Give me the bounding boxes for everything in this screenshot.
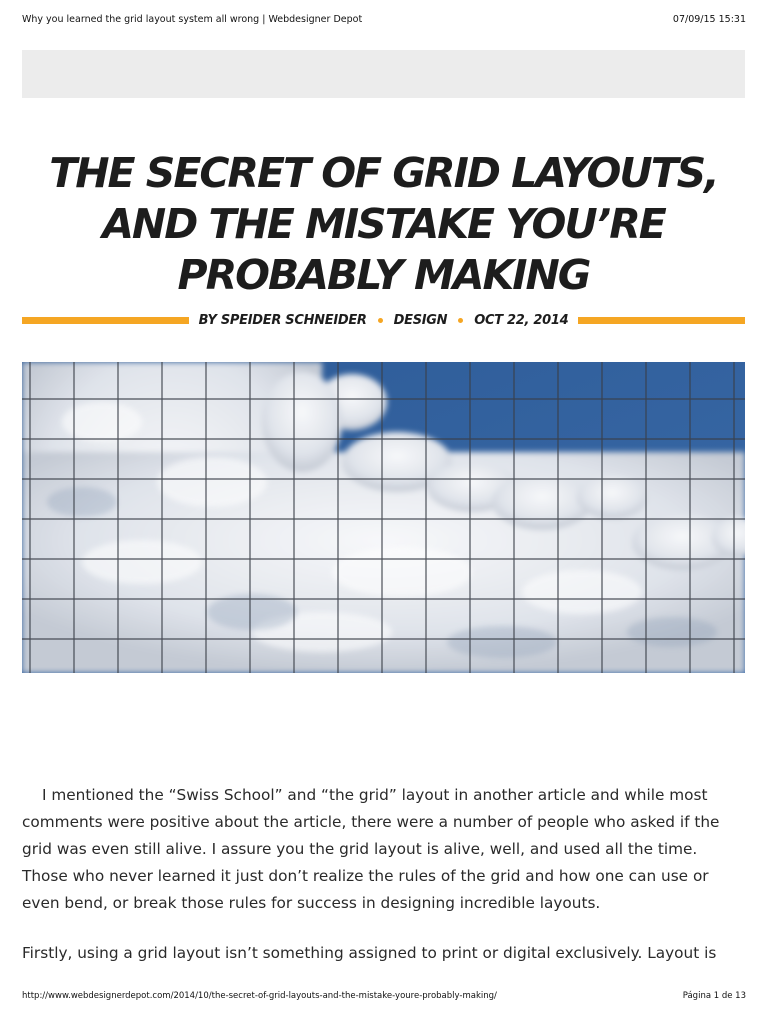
byline-separator-dot <box>378 318 383 323</box>
byline-author-link[interactable]: BY SPEIDER SCHNEIDER <box>198 312 367 328</box>
print-datetime: 07/09/15 15:31 <box>672 14 746 25</box>
byline-date: OCT 22, 2014 <box>474 312 569 328</box>
print-page-number: Página 1 de 13 <box>682 991 746 1001</box>
byline-category-link[interactable]: DESIGN <box>393 312 448 328</box>
hero-image <box>22 362 745 673</box>
glass-facade-clouds-image <box>22 362 745 673</box>
headline-line: THE SECRET OF GRID LAYOUTS, <box>49 149 718 197</box>
byline-rule-left <box>22 317 189 324</box>
article-paragraph: Firstly, using a grid layout isn’t something assigned to print or digital exclusively. Layout is <box>22 944 717 962</box>
ad-banner-placeholder <box>22 50 745 98</box>
article-byline <box>22 310 745 330</box>
print-page-url: http://www.webdesignerdepot.com/2014/10/the-secret-of-grid-layouts-and-the-mistake-youre-probably-making/ <box>22 991 497 1001</box>
article-headline <box>22 148 745 301</box>
headline-line: AND THE MISTAKE YOU’RE <box>102 200 665 248</box>
print-header <box>22 14 746 30</box>
print-page-title: Why you learned the grid layout system all wrong | Webdesigner Depot <box>22 14 363 25</box>
byline-separator-dot <box>458 318 463 323</box>
article-paragraph: I mentioned the “Swiss School” and “the grid” layout in another article and while most comments were positive about the article, there were a number of people who asked if the grid was even still alive. I assure you the grid layout is alive, well, and used all the time. Those who never learned it just don’t realize the rules of the grid and how one can use or even bend, or break those rules for success in designing incredible layouts. <box>22 786 720 912</box>
byline-meta <box>189 313 579 328</box>
byline-rule-right <box>578 317 745 324</box>
print-footer <box>22 991 746 1005</box>
headline-line: PROBABLY MAKING <box>177 251 590 299</box>
